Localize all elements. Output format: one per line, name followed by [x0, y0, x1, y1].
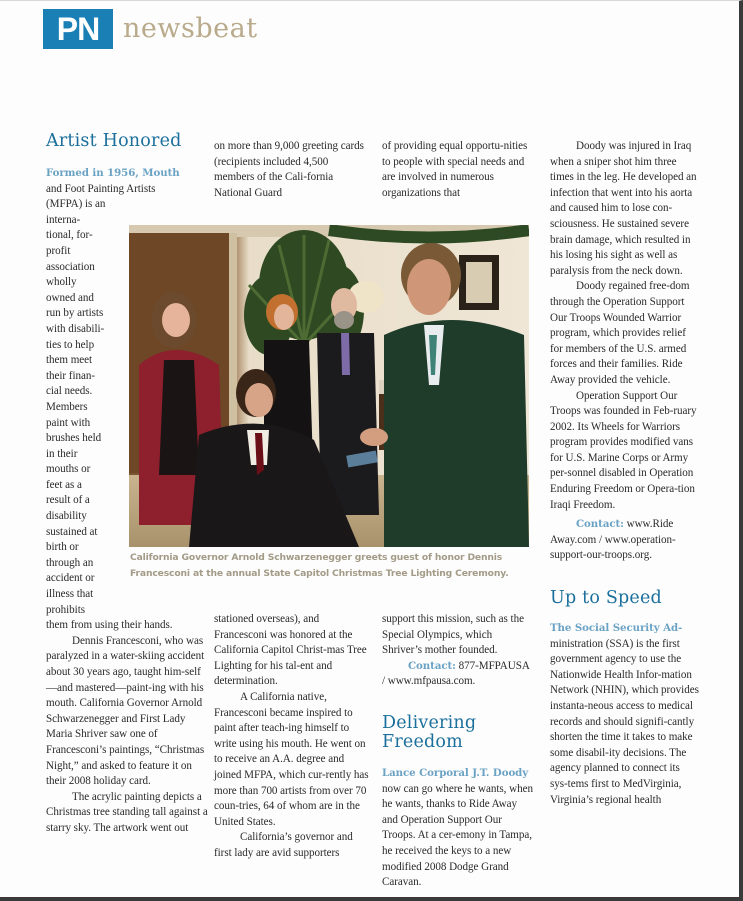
text-line: them meet: [46, 354, 93, 367]
section-name: newsbeat: [123, 12, 258, 44]
text-line: cial needs.: [46, 385, 93, 398]
text-line: prohibits: [46, 603, 85, 616]
lead-in: Formed in 1956, Mouth: [46, 167, 180, 179]
text-line: birth or: [46, 541, 79, 554]
paragraph: A California native, Francesconi became inspired to paint after teach-ing himself to write using his mouth. He went on to receive an A.A. degree and joined MFPA, which cur-rently has more than 700 artists from over 70 coun-tries, 64 of whom are in the United States.: [214, 690, 369, 828]
masthead: [43, 9, 258, 49]
paragraph: on more than 9,000 greeting cards (recipients included 4,500 members of the Cali-fornia National Guard: [214, 140, 364, 199]
paragraph: stationed overseas), and Francesconi was honored at the California Capitol Christ-mas Tree Lighting for his tal-ent and determination.: [214, 613, 367, 688]
text-line: sustained at: [46, 525, 98, 538]
column-3-bottom: [382, 612, 534, 891]
paragraph: Dennis Francesconi, who was paralyzed in a water-skiing accident about 30 years ago, taught him-self—and mastered—paint-ing with his mouth. California Governor Arnold Schwarzenegger and First Lady Maria Shriver saw one of Francesconi’s paintings, “Christmas Night,” and asked to feature it on their 2008 holiday card.: [46, 634, 205, 788]
text-line: ties to help: [46, 338, 95, 351]
text-line: brushes held: [46, 432, 102, 445]
contact-line: [382, 659, 534, 690]
text-line: their finan-: [46, 369, 95, 382]
article-title-artist-honored: Artist Honored: [46, 131, 182, 151]
text-line: paint with: [46, 416, 91, 429]
text-line: wholly: [46, 276, 77, 289]
article-title-delivering-freedom: [382, 714, 534, 752]
paragraph: [550, 621, 700, 808]
paragraph: California’s governor and first lady are avid supporters: [214, 831, 353, 859]
text-line: result of a: [46, 494, 90, 507]
column-3-top: [382, 139, 532, 201]
title-line: Freedom: [382, 731, 463, 752]
lead-in: Lance Corporal J.T. Doody: [382, 766, 529, 779]
paragraph: support this mission, such as the Special Olympics, which Shriver’s mother founded.: [382, 613, 524, 657]
text-line: profit: [46, 244, 71, 257]
contact-info[interactable]: www.Ride Away.com / www.operation-support-our-troops.org.: [550, 518, 676, 562]
paragraph: Operation Support Our Troops was founded in Feb-ruary 2002. Its Wheels for Warriors program provides modified vans for U.S. Marine Corps or Army per-sonnel disabled in Operation Enduring Freedom or Opera-tion Iraqi Freedom.: [550, 389, 697, 511]
text-line: in their: [46, 447, 78, 460]
text-line: interna-: [46, 213, 81, 226]
article-title-up-to-speed: Up to Speed: [550, 588, 662, 609]
contact-line: [550, 517, 700, 564]
paragraph: [382, 766, 534, 891]
text-line: with disabili-: [46, 322, 105, 335]
column-2-top: [214, 139, 370, 201]
text-line: (MFPA) is an: [46, 198, 106, 211]
text-line: tional, for-: [46, 229, 93, 242]
text-line: disability: [46, 510, 87, 523]
text-line: mouths or: [46, 463, 91, 476]
contact-label: Contact:: [408, 659, 456, 672]
text-line: through an: [46, 556, 94, 569]
text-line: feet as a: [46, 478, 82, 491]
column-4: [550, 139, 700, 808]
paragraph: of providing equal opportu-nities to people with special needs and are involved in numerous organizations that: [382, 140, 528, 199]
paragraph: them from using their hands.: [46, 619, 173, 632]
text-line: Members: [46, 400, 88, 413]
text-line: accident or: [46, 572, 95, 585]
paragraph-text: ministration (SSA) is the first government agency to use the Nationwide Health Infor-mation Network (NHIN), which provides instanta-neous access to medical records and should signifi-cantly shorten the time it takes to make some disabil-ity decisions. The agency planned to connect its sys-tems first to MedVirginia, Virginia’s regional health: [550, 637, 699, 806]
photo-governor-greeting-guests: [129, 225, 529, 547]
paragraph: Doody regained free-dom through the Operation Support Our Troops Wounded Warrior program, which provides relief for members of the U.S. armed forces and their families. Ride Away provided the vehicle.: [550, 280, 690, 386]
text-line: illness that: [46, 588, 94, 601]
text-line: run by artists: [46, 307, 104, 320]
text-line: owned and: [46, 291, 94, 304]
article-lead: [46, 166, 206, 182]
paragraph: Doody was injured in Iraq when a sniper shot him three times in the leg. He developed an infection that went into his aorta and caused him to lose con-sciousness. He sustained severe brain damage, which resulted in his losing his sight as well as paralysis from the neck down.: [550, 140, 697, 277]
text-line: association: [46, 260, 95, 273]
column-2-bottom: [214, 612, 370, 862]
lead-in: The Social Security Ad-: [550, 622, 683, 635]
contact-label: Contact:: [576, 518, 624, 531]
paragraph-text: now can go where he wants, when he wants, thanks to Ride Away and Operation Support Our Troops. At a cer-emony in Tampa, he received the keys to a new modified 2008 Dodge Grand Caravan.: [382, 782, 533, 889]
photo-caption: California Governor Arnold Schwarzenegger greets guest of honor Dennis Francesconi at the annual State Capitol Christmas Tree Lighting Ceremony.: [130, 552, 509, 579]
title-line: Delivering: [382, 712, 477, 733]
article-photo: [129, 225, 529, 547]
contact-info[interactable]: 877-MFPAUSA / www.mfpausa.com.: [382, 659, 530, 688]
pn-logo: PN: [43, 9, 113, 49]
text-line: and Foot Painting Artists: [46, 182, 156, 195]
paragraph: The acrylic painting depicts a Christmas tree standing tall against a starry sky. The artwork went out: [46, 790, 208, 834]
